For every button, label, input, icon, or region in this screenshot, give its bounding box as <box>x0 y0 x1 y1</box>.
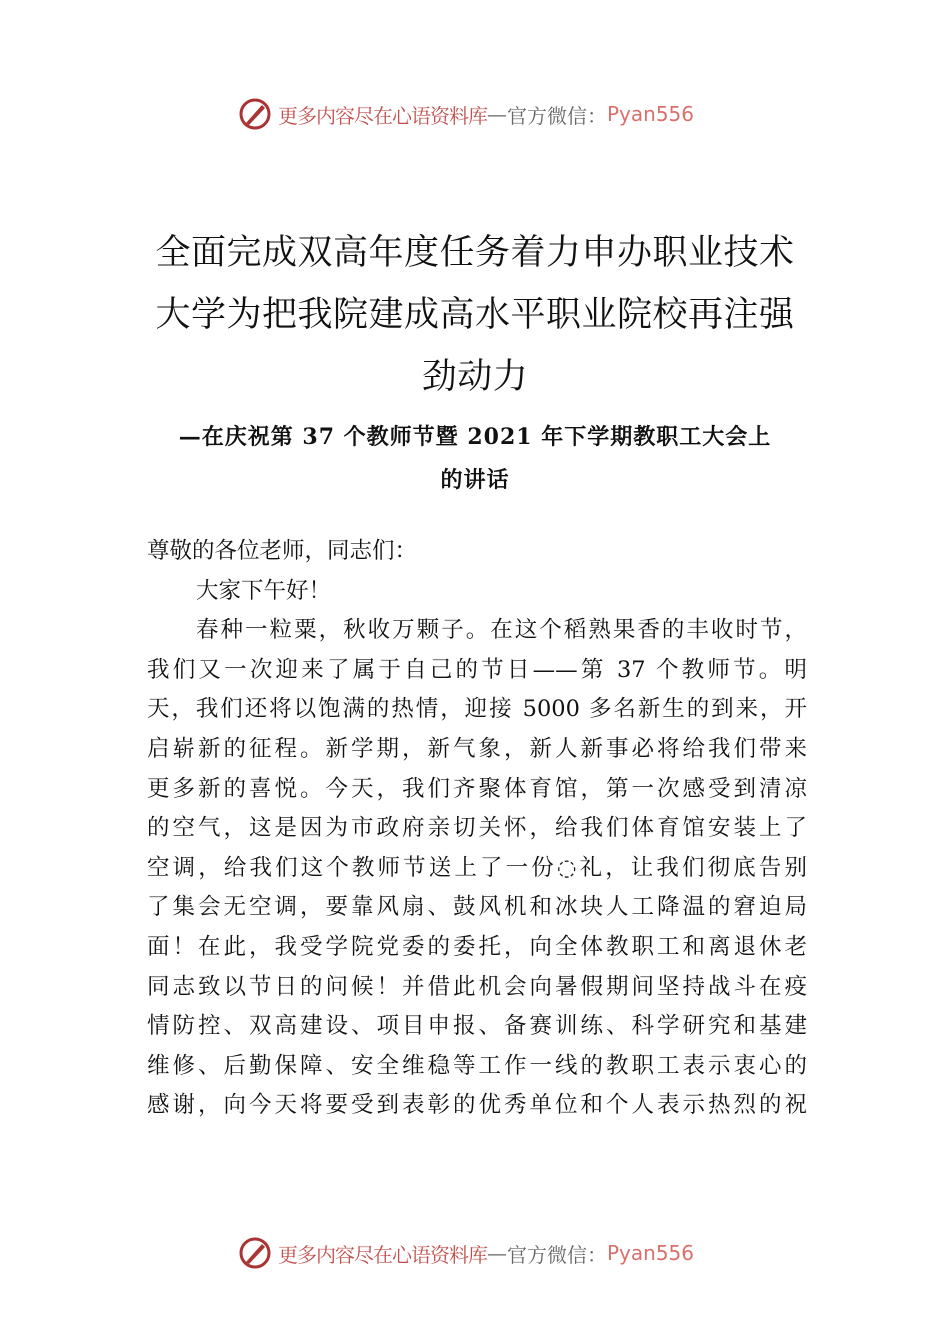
pen-logo-icon <box>238 1236 272 1270</box>
watermark-wechat-id: Pyan556 <box>607 102 695 126</box>
watermark-sep: — <box>487 1241 507 1265</box>
paragraph-line: 了集会无空调，要靠风扇、鼓风机和冰块人工降温的窘迫局 <box>147 894 807 921</box>
paragraph-line: 情防控、双高建设、项目申报、备赛训练、科学研究和基建 <box>147 1013 807 1040</box>
title-line: 全面完成双高年度任务着力申办职业技术 <box>155 233 795 273</box>
title-line: 大学为把我院建成高水平职业院校再注强 <box>155 295 795 335</box>
paragraph-line: 同志致以节日的问候！并借此机会向暑假期间坚持战斗在疫 <box>147 973 807 1000</box>
paragraph-line: 面！在此，我受学院党委的委托，向全体教职工和离退休老 <box>147 933 807 960</box>
paragraph-line: 我们又一次迎来了属于自己的节日——第 37 个教师节。明 <box>147 656 807 683</box>
paragraph-line: 春种一粒粟，秋收万颗子。在这个稻熟果香的丰收时节， <box>196 617 807 644</box>
watermark-site: 更多内容尽在心语资料库 <box>278 103 487 128</box>
watermark-wechat-label: 官方微信： <box>507 1242 607 1267</box>
watermark-wechat-id: Pyan556 <box>607 1241 695 1265</box>
salutation: 尊敬的各位老师，同志们： <box>147 538 418 564</box>
pen-logo-icon <box>238 97 272 131</box>
document-body <box>147 532 807 1126</box>
subtitle-line: —在庆祝第 37 个教师节暨 2021 年下学期教职工大会上 <box>178 424 772 450</box>
watermark-site: 更多内容尽在心语资料库 <box>278 1242 487 1267</box>
watermark-sep: — <box>487 102 507 126</box>
subtitle-line: 的讲话 <box>440 467 510 493</box>
paragraph-line: 的空气，这是因为市政府亲切关怀，给我们体育馆安装上了 <box>147 815 807 842</box>
paragraph-line: 维修、后勤保障、安全维稳等工作一线的教职工表示衷心的 <box>147 1052 807 1079</box>
watermark-footer <box>238 1235 738 1271</box>
paragraph-line: 启崭新的征程。新学期，新气象，新人新事必将给我们带来 <box>147 735 807 762</box>
watermark-wechat-label: 官方微信： <box>507 103 607 128</box>
document-title <box>0 222 950 408</box>
title-line: 劲动力 <box>421 357 529 397</box>
paragraph-line: 天，我们还将以饱满的热情，迎接 5000 多名新生的到来，开 <box>147 696 807 723</box>
paragraph-line: 感谢，向今天将要受到表彰的优秀单位和个人表示热烈的祝 <box>147 1092 807 1119</box>
document-subtitle <box>0 416 950 502</box>
greeting: 大家下午好！ <box>196 577 332 604</box>
paragraph-line: 更多新的喜悦。今天，我们齐聚体育馆，第一次感受到清凉 <box>147 775 807 802</box>
watermark-header <box>238 96 738 132</box>
paragraph-line: 空调，给我们这个教师节送上了一份◌礼，让我们彻底告别 <box>147 854 807 881</box>
